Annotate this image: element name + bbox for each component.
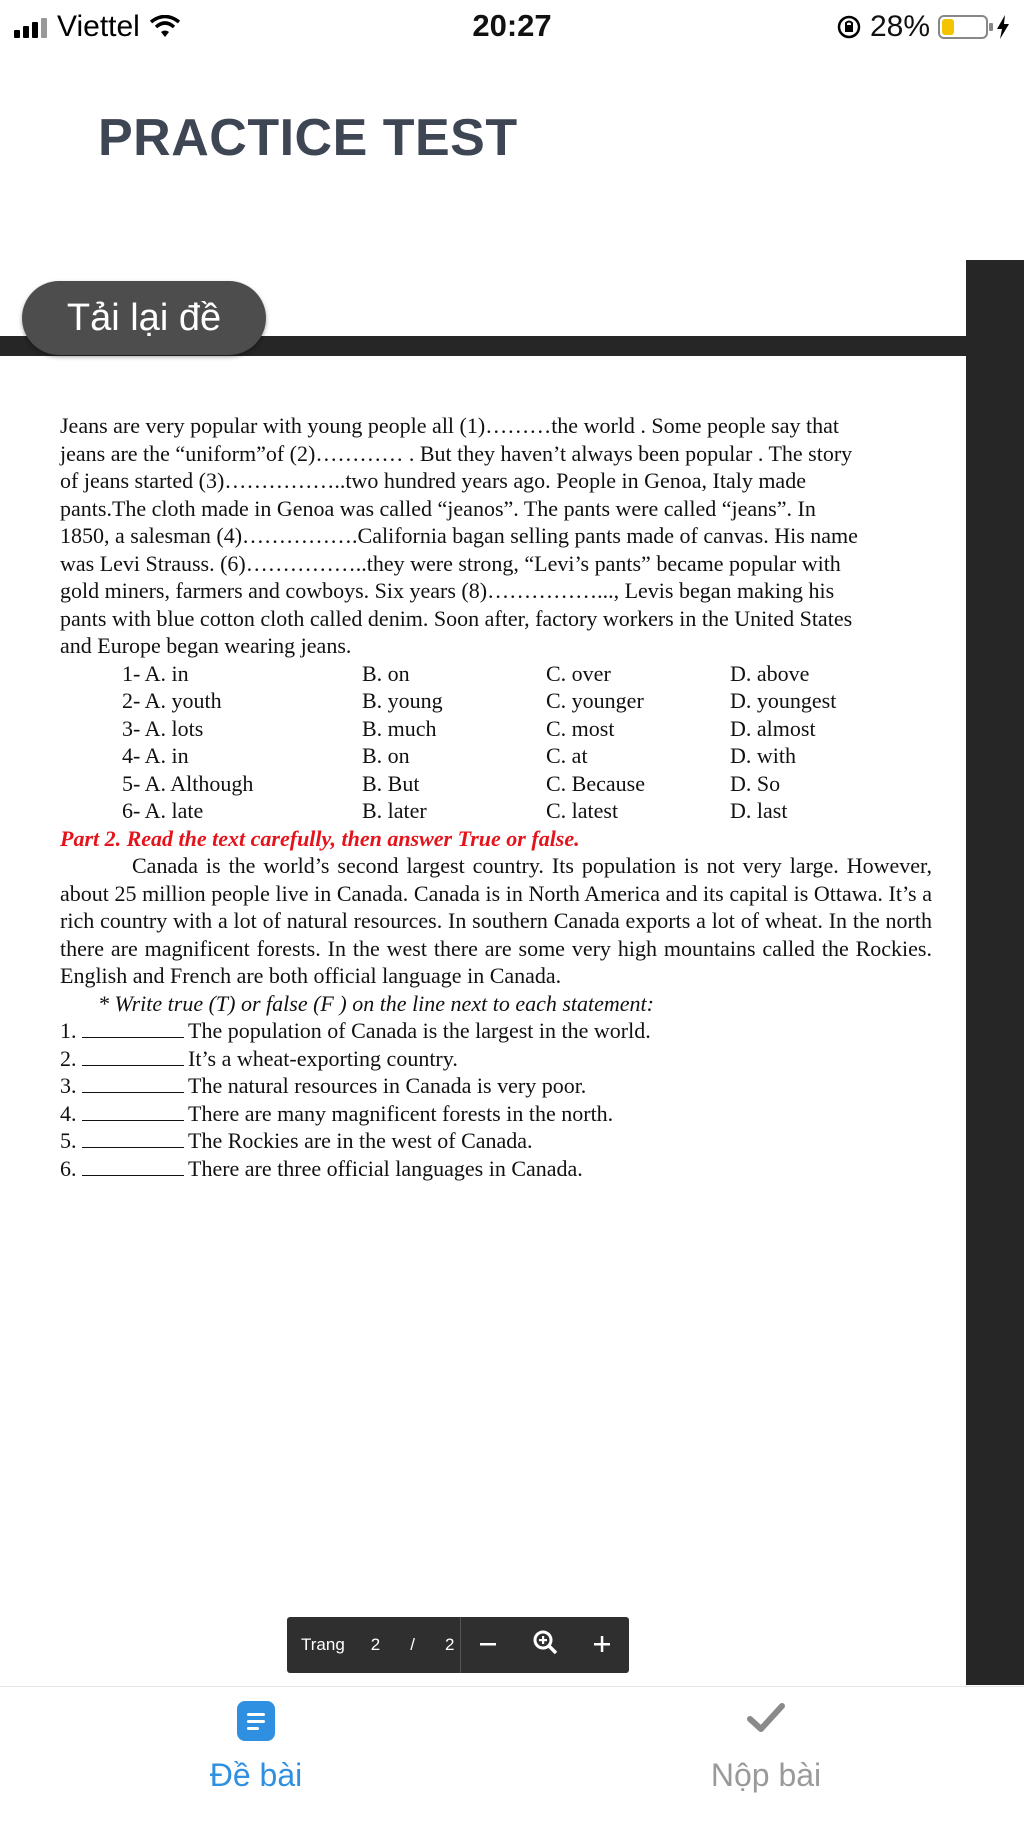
passage-line: pants.The cloth made in Genoa was called “jeanos”. The pants were called “jeans”. In <box>60 495 816 521</box>
question-options <box>60 660 932 825</box>
option-d: D. almost <box>730 715 816 741</box>
option-b: B. But <box>362 770 420 796</box>
passage-line: pants with blue cotton cloth called denim. Soon after, factory workers in the United States <box>60 605 853 631</box>
option-b: B. much <box>362 715 437 741</box>
option-d: D. youngest <box>730 688 837 713</box>
option-c: C. Because <box>546 770 645 796</box>
passage-line: jeans are the “uniform”of (2)………… . But they haven’t always been popular . The story <box>60 440 853 466</box>
option-d: D. with <box>730 743 796 768</box>
option-a: 2- A. youth <box>122 688 222 713</box>
zoom-out-button[interactable] <box>478 1629 498 1661</box>
question-row <box>60 687 932 715</box>
checkmark-icon <box>746 1701 786 1735</box>
statement-text: There are many magnificent forests in the north. <box>188 1100 614 1126</box>
document-icon <box>237 1701 275 1741</box>
statement-row <box>60 1100 932 1128</box>
charging-icon <box>996 15 1010 39</box>
tab-label: Đề bài <box>209 1757 303 1793</box>
zoom-icon-button[interactable] <box>532 1629 558 1662</box>
statement-text: The natural resources in Canada is very poor. <box>188 1073 587 1098</box>
option-b: B. on <box>362 660 410 686</box>
page-current[interactable]: 2 <box>370 1635 381 1654</box>
statement-row <box>60 1155 932 1183</box>
answer-blank <box>82 1155 184 1176</box>
statement-row <box>60 1045 932 1073</box>
zoom-in-button[interactable] <box>592 1629 612 1661</box>
option-d: D. above <box>730 660 810 686</box>
bottom-nav <box>0 1686 1024 1821</box>
option-d: D. So <box>730 770 781 796</box>
passage-line: of jeans started (3)……………..two hundred years ago. People in Genoa, Italy made <box>60 468 806 493</box>
statement-number: 1. <box>60 1018 77 1043</box>
page-total: 2 <box>444 1635 455 1654</box>
magnifier-icon <box>532 1629 558 1655</box>
option-c: C. latest <box>546 798 619 823</box>
pdf-page <box>60 412 932 1182</box>
option-a: 1- A. in <box>122 660 189 686</box>
battery-icon <box>938 15 988 39</box>
statement-text: The population of Canada is the largest in the world. <box>188 1018 651 1043</box>
option-d: D. last <box>730 798 788 823</box>
question-row <box>60 797 932 825</box>
answer-blank <box>82 1072 184 1093</box>
statement-number: 6. <box>60 1155 77 1181</box>
statement-row <box>60 1072 932 1100</box>
minus-icon <box>478 1634 498 1654</box>
option-c: C. over <box>546 660 611 686</box>
option-a: 3- A. lots <box>122 715 204 741</box>
plus-icon <box>592 1634 612 1654</box>
answer-blank <box>82 1045 184 1066</box>
page-toolbar <box>287 1617 629 1673</box>
tab-label: Nộp bài <box>710 1757 822 1793</box>
question-row <box>60 770 932 798</box>
passage-line: Jeans are very popular with young people all (1)………the world . Some people say that <box>60 413 839 438</box>
statement-number: 4. <box>60 1100 77 1126</box>
page-title: PRACTICE TEST <box>98 109 518 167</box>
statement-number: 3. <box>60 1073 77 1098</box>
tab-de-bai[interactable] <box>106 1701 406 1794</box>
option-a: 6- A. late <box>122 798 204 823</box>
option-a: 4- A. in <box>122 743 189 768</box>
option-b: B. later <box>362 798 427 823</box>
page-indicator <box>287 1617 461 1673</box>
answer-blank <box>82 1100 184 1121</box>
viewer-side-frame <box>966 260 1024 1685</box>
question-row <box>60 742 932 770</box>
reload-test-button[interactable]: Tải lại đề <box>22 281 266 355</box>
statement-list <box>60 1017 932 1182</box>
instruction: * Write true (T) or false (F ) on the line next to each statement: <box>98 990 654 1016</box>
passage-line: gold miners, farmers and cowboys. Six years (8)……………..., Levis began making his <box>60 578 835 603</box>
carrier-name: Viettel <box>57 10 140 43</box>
orientation-lock-icon <box>836 14 862 40</box>
part2-passage: Canada is the world’s second largest country. Its population is not very large. However, about 25 million people live in Canada. Canada is in North America and its capital is Ottawa. It’s a rich country with a lot of natural resources. In southern Canada exports a lot of wheat. In the north there are magnificent forests. In the west there are some very high mountains called the Rockies. English and French are both official language in Canada. <box>60 853 932 988</box>
passage-line: was Levi Strauss. (6)……………..they were strong, “Levi’s pants” became popular with <box>60 550 841 576</box>
statement-text: There are three official languages in Canada. <box>188 1155 583 1181</box>
answer-blank <box>82 1017 184 1038</box>
option-b: B. young <box>362 688 443 713</box>
page-separator: / <box>410 1635 415 1654</box>
option-a: 5- A. Although <box>122 770 254 796</box>
option-c: C. at <box>546 743 588 768</box>
option-c: C. younger <box>546 688 644 713</box>
statement-number: 2. <box>60 1045 77 1071</box>
clock: 20:27 <box>472 8 552 43</box>
option-b: B. on <box>362 743 410 768</box>
question-row <box>60 660 932 688</box>
passage-line: 1850, a salesman (4)…………….California bagan selling pants made of canvas. His name <box>60 523 858 548</box>
page-label: Trang <box>301 1635 345 1654</box>
status-bar <box>0 0 1024 52</box>
passage-line: and Europe began wearing jeans. <box>60 633 352 658</box>
option-c: C. most <box>546 715 615 741</box>
tab-nop-bai[interactable] <box>616 1701 916 1794</box>
battery-percent: 28% <box>869 10 930 43</box>
statement-text: It’s a wheat-exporting country. <box>188 1045 458 1071</box>
answer-blank <box>82 1127 184 1148</box>
statement-number: 5. <box>60 1128 77 1153</box>
part1-passage <box>60 412 932 660</box>
statement-row <box>60 1017 932 1045</box>
part2-heading: Part 2. Read the text carefully, then answer True or false. <box>60 825 580 851</box>
statement-text: The Rockies are in the west of Canada. <box>188 1128 533 1153</box>
statement-row <box>60 1127 932 1155</box>
question-row <box>60 715 932 743</box>
